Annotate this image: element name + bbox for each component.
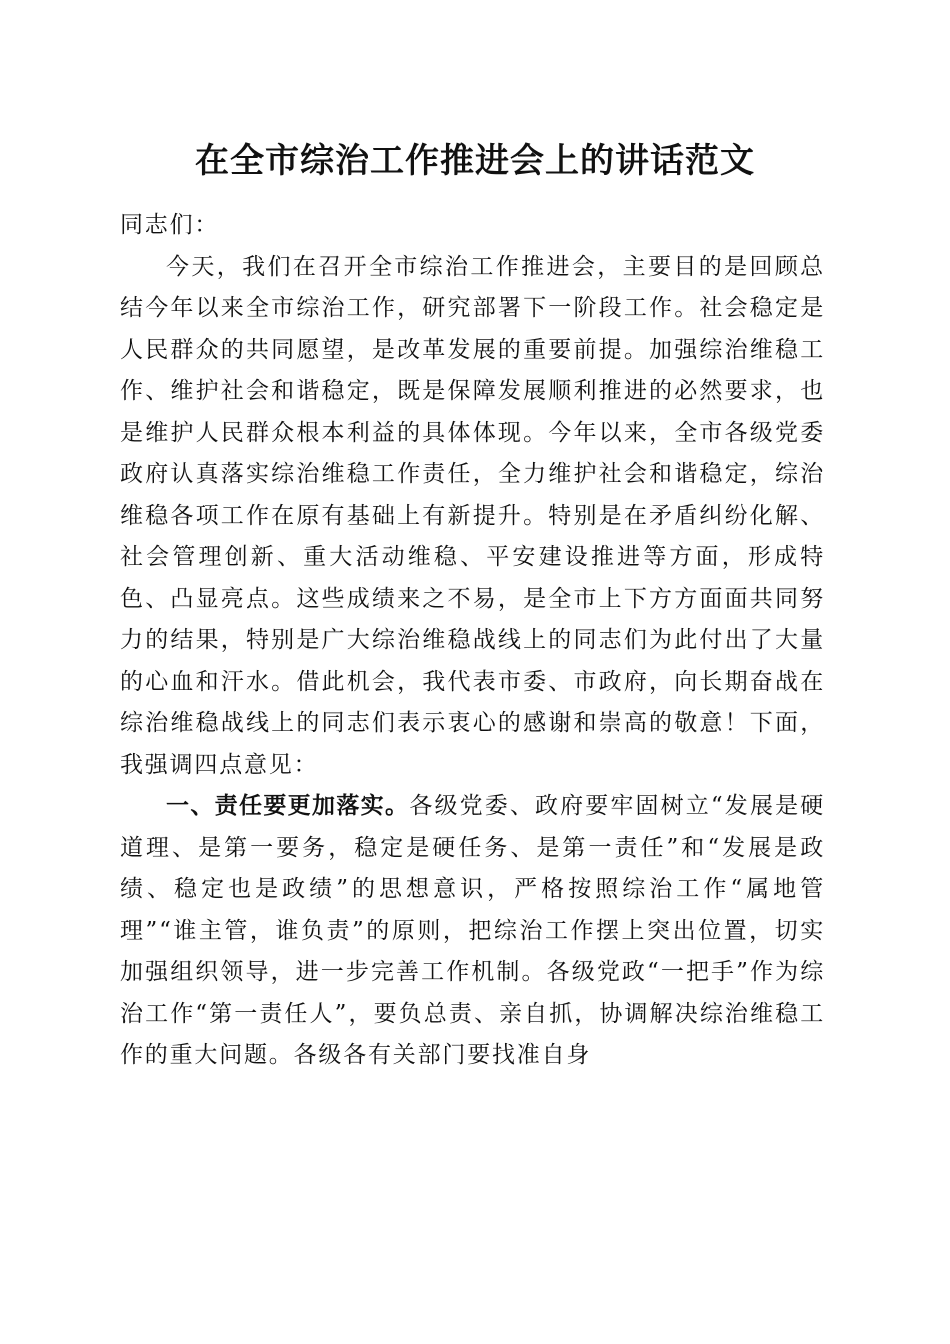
salutation: 同志们： (120, 212, 220, 238)
paragraph-point-one-heading: 一、责任要更加落实。 (166, 793, 410, 819)
document-title: 在全市综治工作推进会上的讲话范文 (195, 141, 755, 181)
paragraph-intro (120, 247, 825, 787)
paragraph-intro-text: 今天，我们在召开全市综治工作推进会，主要目的是回顾总结今年以来全市综治工作，研究部署下一阶段工作。社会稳定是人民群众的共同愿望，是改革发展的重要前提。加强综治维稳工作、维护社会和谐稳定，既是保障发展顺利推进的必然要求，也是维护人民群众根本利益的具体体现。今年以来，全市各级党委政府认真落实综治维稳工作责任，全力维护社会和谐稳定，综治维稳各项工作在原有基础上有新提升。特别是在矛盾纠纷化解、社会管理创新、重大活动维稳、平安建设推进等方面，形成特色、凸显亮点。这些成绩来之不易，是全市上下方方面面共同努力的结果，特别是广大综治维稳战线上的同志们为此付出了大量的心血和汗水。借此机会，我代表市委、市政府，向长期奋战在综治维稳战线上的同志们表示衷心的感谢和崇高的敬意！下面，我强调四点意见： (120, 253, 825, 778)
paragraph-point-one (120, 786, 825, 1077)
document-body (120, 205, 825, 1077)
paragraph-point-one-text: 各级党委、政府要牢固树立“发展是硬道理、是第一要务，稳定是硬任务、是第一责任”和“发展是政绩、稳定也是政绩”的思想意识，严格按照综治工作“属地管理”“谁主管，谁负责”的原则，把综治工作摆上突出位置，切实加强组织领导，进一步完善工作机制。各级党政“一把手”作为综治工作“第一责任人”，要负总责、亲自抓，协调解决综治维稳工作的重大问题。各级各有关部门要找准自身 (120, 793, 826, 1068)
